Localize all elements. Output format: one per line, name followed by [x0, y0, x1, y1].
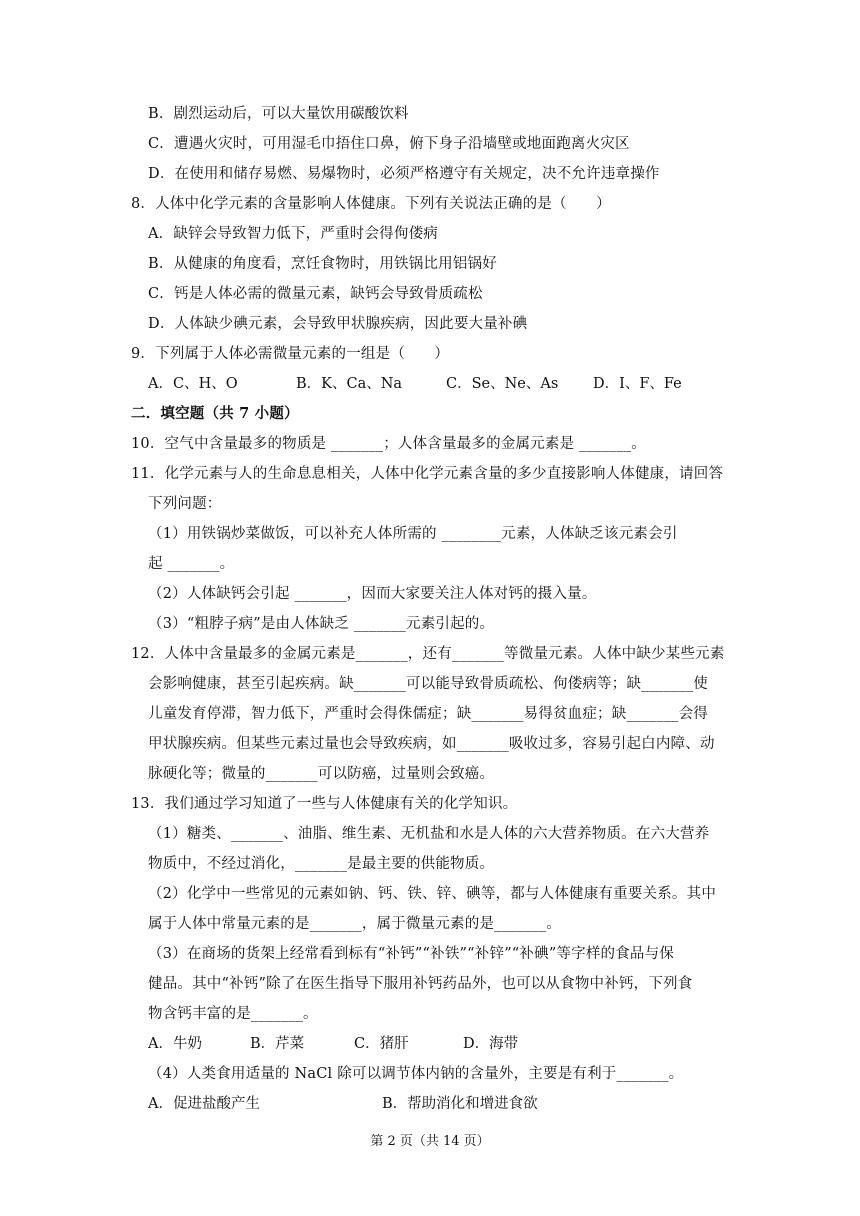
- q13-3-option-a: A．牛奶: [148, 1036, 202, 1052]
- q11-part1-cont: 起 _______。: [148, 556, 235, 572]
- q13-part3-cont2: 物含钙丰富的是_______。: [148, 1006, 318, 1022]
- q13-3-option-c: C．猪肝: [354, 1036, 409, 1052]
- q13-part3-cont: 健品。其中“补钙”除了在医生指导下服用补钙药品外，也可以从食物中补钙，下列食: [148, 976, 693, 992]
- page-footer: 第 2 页（共 14 页）: [370, 1134, 490, 1149]
- q13-3-option-d: D．海带: [463, 1036, 519, 1052]
- q11-part2: （2）人体缺钙会引起 _______，因而大家要关注人体对钙的摄入量。: [148, 586, 597, 602]
- q8-stem: 8．人体中化学元素的含量影响人体健康。下列有关说法正确的是（ ）: [131, 196, 611, 212]
- q13-3-option-b: B．芹菜: [250, 1036, 305, 1052]
- q8-option-b: B．从健康的角度看，烹饪食物时，用铁锅比用铝锅好: [148, 256, 497, 272]
- section-heading: 二．填空题（共 7 小题）: [131, 405, 299, 422]
- q8-option-d: D．人体缺少碘元素，会导致甲状腺疾病，因此要大量补碘: [148, 316, 528, 332]
- q8-option-a: A．缺锌会导致智力低下，严重时会得佝偻病: [148, 226, 438, 242]
- q13-4-option-b: B．帮助消化和增进食欲: [382, 1096, 538, 1112]
- q12-line5: 脉硬化等；微量的_______可以防癌，过量则会致癌。: [148, 766, 495, 782]
- q9-option-b: B．K、Ca、Na: [296, 376, 403, 392]
- q12-stem: 12．人体中含量最多的金属元素是_______，还有_______等微量元素。人体中缺少某些元素: [131, 646, 725, 662]
- q12-line2: 会影响健康，甚至引起疾病。缺_______可以能导致骨质疏松、佝偻病等；缺_______使: [148, 676, 708, 692]
- q11-part3: （3）“粗脖子病”是由人体缺乏 _______元素引起的。: [148, 616, 495, 632]
- q7-option-c: C．遭遇火灾时，可用湿毛巾捂住口鼻，俯下身子沿墙壁或地面跑离火灾区: [148, 136, 630, 152]
- q13-stem: 13．我们通过学习知道了一些与人体健康有关的化学知识。: [131, 796, 518, 812]
- q13-part3: （3）在商场的货架上经常看到标有“补钙”“补铁”“补锌”“补碘”等字样的食品与保: [148, 946, 675, 962]
- q11-part1: （1）用铁锅炒菜做饭，可以补充人体所需的 ________元素，人体缺乏该元素会引: [148, 526, 678, 542]
- q9-option-c: C．Se、Ne、As: [446, 376, 559, 392]
- q12-line4: 甲状腺疾病。但某些元素过量也会导致疾病，如_______吸收过多，容易引起白内障、动: [148, 736, 715, 752]
- q13-part1-cont: 物质中，不经过消化，_______是最主要的供能物质。: [148, 856, 495, 872]
- q11-stem: 11．化学元素与人的生命息息相关，人体中化学元素含量的多少直接影响人体健康，请回答: [131, 466, 724, 482]
- q13-4-option-a: A．促进盐酸产生: [148, 1096, 260, 1112]
- q13-part4: （4）人类食用适量的 NaCl 除可以调节体内钠的含量外，主要是有利于_______。: [148, 1066, 684, 1082]
- q7-option-b: B．剧烈运动后，可以大量饮用碳酸饮料: [148, 106, 409, 122]
- q8-option-c: C．钙是人体必需的微量元素，缺钙会导致骨质疏松: [148, 286, 483, 302]
- q9-option-d: D．I、F、Fe: [593, 376, 682, 392]
- q9-option-a: A．C、H、O: [148, 376, 238, 392]
- q13-part1: （1）糖类、_______、油脂、维生素、无机盐和水是人体的六大营养物质。在六大营养: [148, 826, 710, 842]
- q9-stem: 9．下列属于人体必需微量元素的一组是（ ）: [131, 346, 450, 362]
- q11-stem-cont: 下列问题：: [148, 496, 222, 512]
- q10-stem: 10．空气中含量最多的物质是 _______；人体含量最多的金属元素是 _______。: [131, 436, 646, 452]
- q13-part2: （2）化学中一些常见的元素如钠、钙、铁、锌、碘等，都与人体健康有重要关系。其中: [148, 886, 717, 902]
- q12-line3: 儿童发育停滞，智力低下，严重时会得侏儒症；缺_______易得贫血症；缺_______会得: [148, 706, 708, 722]
- q7-option-d: D．在使用和储存易燃、易爆物时，必须严格遵守有关规定，决不允许违章操作: [148, 166, 660, 182]
- q13-part2-cont: 属于人体中常量元素的是_______，属于微量元素的是_______。: [148, 916, 561, 932]
